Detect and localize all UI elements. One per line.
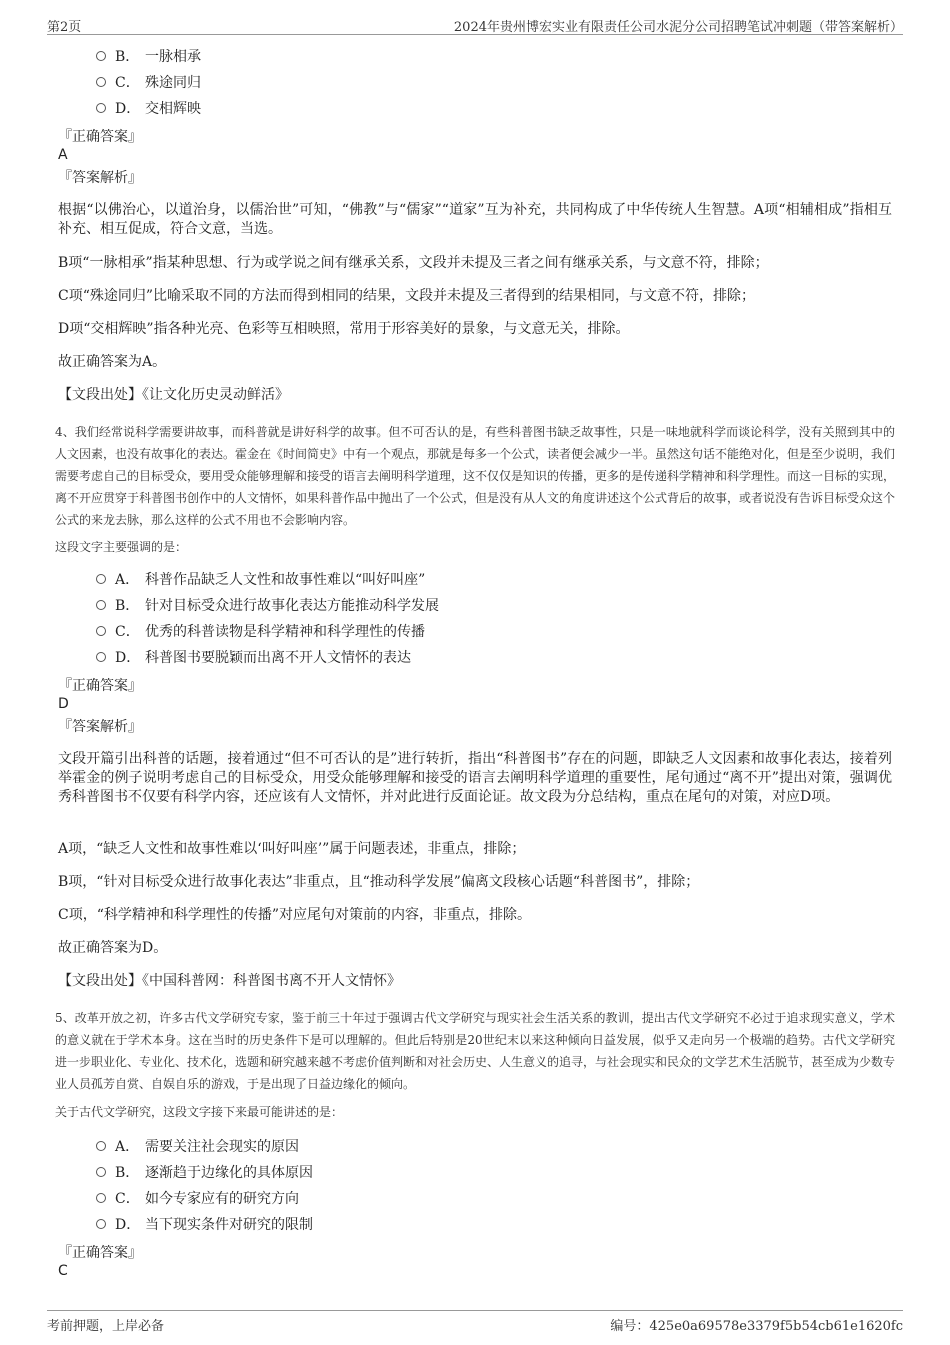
q3-analysis-1: 根据“以佛治心，以道治身，以儒治世”可知，“佛教”与“儒家”“道家”互为补充，共同构成了中华传统人生智慧。A项“相辅相成”指相互补充、相互促成，符合文意，当选。 (58, 202, 892, 237)
footer-slogan: 考前押题，上岸必备 (47, 1319, 165, 1334)
q3-analysis-label: 『答案解析』 (58, 170, 142, 186)
radio-icon[interactable] (96, 1193, 106, 1203)
q5-option-b[interactable]: B． 逐渐趋于边缘化的具体原因 (96, 1162, 313, 1186)
q4-analysis-label: 『答案解析』 (58, 719, 142, 735)
q4-option-a[interactable]: A． 科普作品缺乏人文性和故事性难以“叫好叫座” (96, 569, 425, 593)
q5-option-c[interactable]: C． 如今专家应有的研究方向 (96, 1188, 299, 1212)
q4-passage: 4、我们经常说科学需要讲故事，而科普就是讲好科学的故事。但不可否认的是，有些科普图书缺乏故事性，只是一味地就科学而谈论科学，没有关照到其中的人文因素，也没有故事化的表达。霍金在《时间简史》中有一个观点，那就是每多一个公式，读者便会减少一半。虽然这句话不能绝对化，但是至少说明，我们需要考虑自己的目标受众，要用受众能够理解和接受的语言去阐明科学道理，这不仅仅是知识的传播，更多的是传递科学精神和科学理性。而这一目标的实现，离不开应贯穿于科普图书创作中的人文情怀，如果科普作品中抛出了一个公式，但是没有从人文的角度讲述这个公式背后的故事，或者说没有告诉目标受众这个公式的来龙去脉，那么这样的公式不用也不会影响内容。 (55, 425, 896, 527)
radio-icon[interactable] (96, 600, 106, 610)
q4-analysis-5: 故正确答案为D。 (58, 940, 168, 956)
q3-answer-label: 『正确答案』 (58, 129, 142, 145)
radio-icon[interactable] (96, 626, 106, 636)
radio-icon[interactable] (96, 103, 106, 113)
q3-analysis-2: B项“一脉相承”指某种思想、行为或学说之间有继承关系，文段并未提及三者之间有继承关系，与文意不符，排除； (58, 255, 769, 271)
radio-icon[interactable] (96, 652, 106, 662)
q4-answer: D (58, 696, 69, 712)
radio-icon[interactable] (96, 1141, 106, 1151)
q3-analysis-4: D项“交相辉映”指各种光亮、色彩等互相映照，常用于形容美好的景象，与文意无关，排除。 (58, 321, 630, 337)
document-id: 编号：425e0a69578e3379f5b54cb61e1620fc (610, 1319, 903, 1334)
radio-icon[interactable] (96, 1167, 106, 1177)
q4-option-d[interactable]: D． 科普图书要脱颖而出离不开人文情怀的表达 (96, 647, 411, 671)
q3-option-c[interactable]: C． 殊途同归 (96, 72, 201, 96)
q3-option-b[interactable]: B． 一脉相承 (96, 46, 201, 70)
q4-stem: 这段文字主要强调的是： (55, 540, 188, 554)
radio-icon[interactable] (96, 77, 106, 87)
page-header (47, 14, 903, 35)
q4-analysis-2: A项，“缺乏人文性和故事性难以‘叫好叫座’”属于问题表述，非重点，排除； (58, 841, 526, 857)
q3-option-d[interactable]: D． 交相辉映 (96, 98, 201, 122)
page-number: 第2页 (47, 20, 82, 35)
q3-analysis-5: 故正确答案为A。 (58, 354, 167, 370)
q5-passage: 5、改革开放之初，许多古代文学研究专家，鉴于前三十年过于强调古代文学研究与现实社会生活关系的教训，提出古代文学研究不必过于追求现实意义，学术的意义就在于学术本身。这在当时的历史条件下是可以理解的。但此后特别是20世纪末以来这种倾向日益发展，似乎又走向另一个极端的趋势。古代文学研究进一步职业化、专业化、技术化，选题和研究越来越不考虑价值判断和对社会历史、人生意义的追寻，与社会现实和民众的文学艺术生活脱节，甚至成为少数专业人员孤芳自赏、自娱自乐的游戏，于是出现了日益边缘化的倾向。 (55, 1011, 896, 1091)
q4-source: 【文段出处】《中国科普网：科普图书离不开人文情怀》 (58, 973, 401, 989)
q4-analysis-4: C项，“科学精神和科学理性的传播”对应尾句对策前的内容，非重点，排除。 (58, 907, 532, 923)
q5-answer: C (58, 1263, 68, 1279)
q4-analysis-1: 文段开篇引出科普的话题，接着通过“但不可否认的是”进行转折，指出“科普图书”存在的问题，即缺乏人文因素和故事化表达，接着列举霍金的例子说明考虑自己的目标受众，用受众能够理解和接受的语言去阐明科学道理的重要性，尾句通过“离不开”提出对策，强调优秀科普图书不仅要有科学内容，还应该有人文情怀，并对此进行反面论证。故文段为分总结构，重点在尾句的对策，对应D项。 (58, 751, 892, 805)
q5-answer-label: 『正确答案』 (58, 1245, 142, 1261)
q4-option-b[interactable]: B． 针对目标受众进行故事化表达方能推动科学发展 (96, 595, 439, 619)
page-footer (47, 1310, 903, 1335)
radio-icon[interactable] (96, 1219, 106, 1229)
radio-icon[interactable] (96, 51, 106, 61)
q5-stem: 关于古代文学研究，这段文字接下来最可能讲述的是： (55, 1105, 344, 1119)
document-title: 2024年贵州博宏实业有限责任公司水泥分公司招聘笔试冲刺题（带答案解析） (453, 20, 903, 35)
q3-source: 【文段出处】《让文化历史灵动鲜活》 (58, 387, 289, 403)
q5-option-d[interactable]: D． 当下现实条件对研究的限制 (96, 1214, 313, 1238)
q3-analysis-3: C项“殊途同归”比喻采取不同的方法而得到相同的结果，文段并未提及三者得到的结果相同，与文意不符，排除； (58, 288, 756, 304)
q4-answer-label: 『正确答案』 (58, 678, 142, 694)
q5-option-a[interactable]: A． 需要关注社会现实的原因 (96, 1136, 299, 1160)
radio-icon[interactable] (96, 574, 106, 584)
q4-option-c[interactable]: C． 优秀的科普读物是科学精神和科学理性的传播 (96, 621, 425, 645)
q4-analysis-3: B项，“针对目标受众进行故事化表达”非重点，且“推动科学发展”偏离文段核心话题“科普图书”，排除； (58, 874, 700, 890)
q3-answer: A (58, 147, 68, 163)
